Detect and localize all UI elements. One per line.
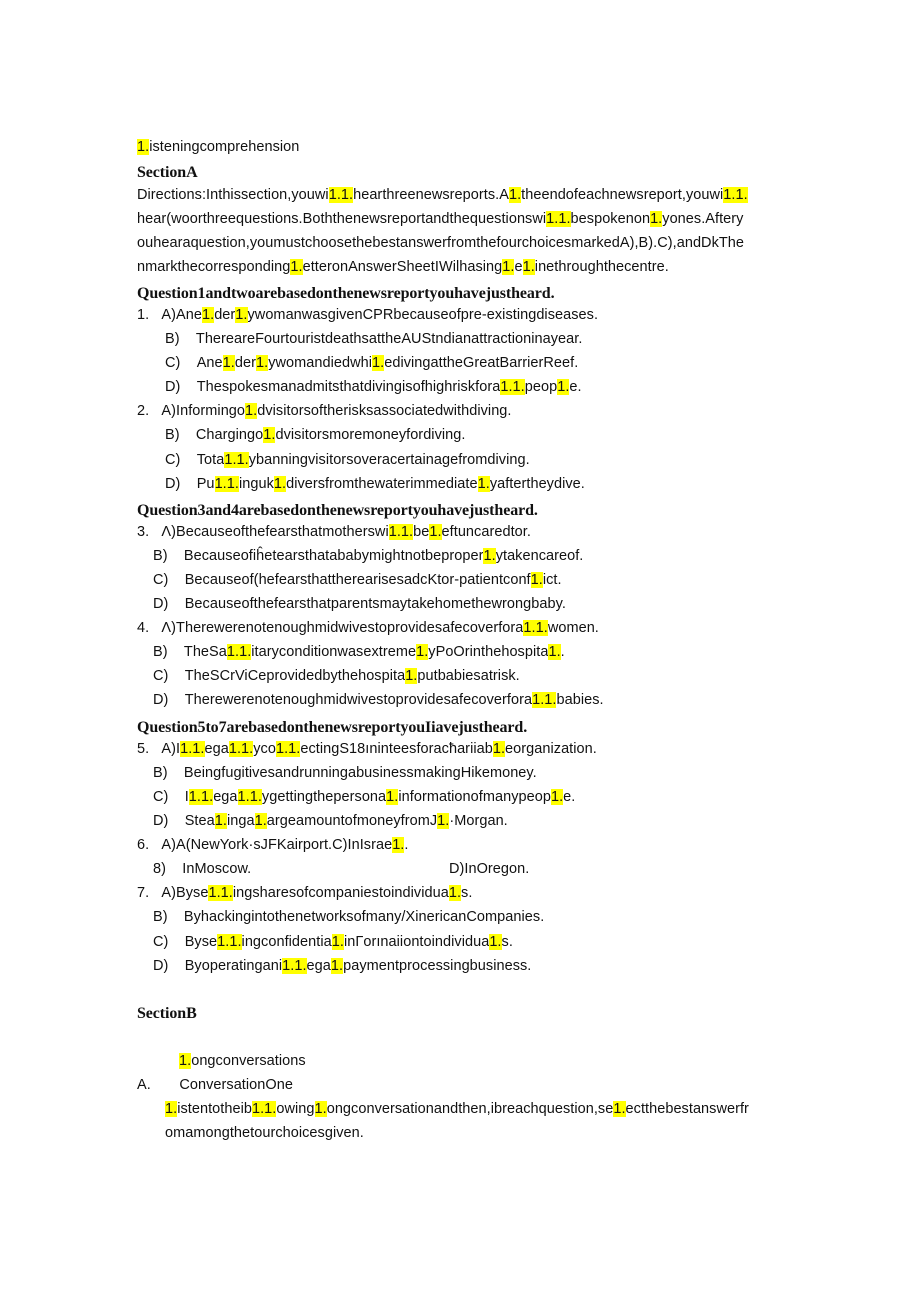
highlight-mark: 1. xyxy=(330,958,344,974)
text-run: SectionB xyxy=(137,1005,197,1022)
highlight-mark: 1.1. xyxy=(226,644,252,660)
highlight-mark: 1. xyxy=(165,1101,178,1117)
text-run: bespokenon xyxy=(570,211,651,227)
text-run: . xyxy=(560,644,565,660)
text-run: B) Becauseofiĥetearsthatababymightnotbeproper xyxy=(153,548,484,564)
highlight-mark: 1. xyxy=(548,644,561,660)
text-run: C) Becauseof(hefearsthattherearisesadcKtor-patientconf xyxy=(153,572,531,588)
highlight-mark: 1. xyxy=(522,259,535,275)
q2-option-b xyxy=(165,425,465,445)
q6-options-a-c xyxy=(137,835,408,855)
q1-option-a xyxy=(137,305,598,325)
highlight-mark: 1. xyxy=(290,259,303,275)
q3-option-b xyxy=(153,546,583,566)
text-run: putbabiesatrisk. xyxy=(417,668,520,684)
highlight-mark: 1.1. xyxy=(188,789,214,805)
highlight-mark: 1.1. xyxy=(208,885,233,901)
highlight-mark: 1. xyxy=(405,668,418,684)
highlight-mark: 1. xyxy=(179,1053,192,1069)
highlight-mark: 1. xyxy=(416,644,429,660)
text-run: 8) InMoscow. xyxy=(153,861,252,877)
questions-3-4-heading xyxy=(137,500,538,522)
q4-option-d xyxy=(153,690,604,710)
highlight-mark: 1. xyxy=(245,403,258,419)
text-run: ega xyxy=(306,958,331,974)
text-run: ega xyxy=(213,789,238,805)
listening-comprehension-title xyxy=(137,137,299,157)
text-run: ywomandiedwhi xyxy=(268,355,373,371)
text-run: yco xyxy=(253,741,276,757)
text-run: Question3and4arebasedonthenewsreportyouhavejustheard. xyxy=(137,502,538,519)
highlight-mark: 1.1. xyxy=(275,741,301,757)
text-run: edivingattheGreatBarrierReef. xyxy=(384,355,579,371)
highlight-mark: 1.1. xyxy=(388,524,414,540)
text-run: 4. Λ)Therewerenotenoughmidwivestoprovidesafecoverfora xyxy=(137,620,524,636)
q5-option-b xyxy=(153,763,537,783)
long-conversations-title xyxy=(179,1051,306,1071)
q6-option-d xyxy=(449,859,529,879)
text-run: 5. A)I xyxy=(137,741,181,757)
highlight-mark: 1. xyxy=(550,789,564,805)
highlight-mark: 1. xyxy=(137,139,150,155)
directions-line-2 xyxy=(137,209,743,229)
text-run: ingconfidentia xyxy=(241,934,332,950)
highlight-mark: 1. xyxy=(372,355,385,371)
text-run: s. xyxy=(501,934,513,950)
text-run: nmarkthecorresponding xyxy=(137,259,291,275)
q2-option-a xyxy=(137,401,512,421)
text-run: Question5to7arebasedonthenewsreportyouIiavejustheard. xyxy=(137,719,528,736)
q4-option-b xyxy=(153,642,565,662)
directions-line-3 xyxy=(137,233,744,253)
text-run: 3. Λ)Becauseofthefearsthatmotherswi xyxy=(137,524,389,540)
text-run: eftuncaredtor. xyxy=(441,524,531,540)
text-run: D) Thespokesmanadmitsthatdivingisofhighriskfora xyxy=(165,379,501,395)
text-run: ygettingthepersona xyxy=(261,789,387,805)
q2-option-c xyxy=(165,450,530,470)
text-run: ouhearaquestion,youmustchoosethebestanswerfromthefourchoicesmarkedA),B).C),andDkThe xyxy=(137,235,745,251)
text-run: dvisitorsmoremoneyfordiving. xyxy=(275,427,466,443)
highlight-mark: 1. xyxy=(331,934,344,950)
text-run: informationofmanypeop xyxy=(398,789,551,805)
text-run: e. xyxy=(563,789,576,805)
text-run: yaftertheydive. xyxy=(489,476,585,492)
q7-option-b xyxy=(153,907,544,927)
text-run: ongconversations xyxy=(191,1053,306,1069)
highlight-mark: 1. xyxy=(201,307,215,323)
text-run: ingsharesofcompaniestoindividua xyxy=(232,885,449,901)
text-run: ict. xyxy=(542,572,562,588)
highlight-mark: 1. xyxy=(557,379,570,395)
text-run: argeamountofmoneyfromJ xyxy=(266,813,438,829)
highlight-mark: 1. xyxy=(483,548,496,564)
q5-option-c xyxy=(153,787,575,807)
q3-option-c xyxy=(153,570,562,590)
text-run: yones.Aftery xyxy=(662,211,744,227)
text-run: B) ThereareFourtouristdeathsattheAUStndianattractioninayear. xyxy=(165,331,583,347)
highlight-mark: 1.1. xyxy=(217,934,242,950)
text-run: SectionA xyxy=(137,164,198,181)
q1-option-d xyxy=(165,377,582,397)
text-run: ectthebestanswerfr xyxy=(625,1101,749,1117)
text-run: omamongthetourchoicesgiven. xyxy=(165,1125,364,1141)
highlight-mark: 1. xyxy=(222,355,235,371)
highlight-mark: 1.1. xyxy=(723,187,748,203)
q5-option-a xyxy=(137,739,597,759)
q1-option-b xyxy=(165,329,582,349)
text-run: etteronAnswerSheetIWilhasing xyxy=(302,259,503,275)
text-run: babies. xyxy=(556,692,604,708)
highlight-mark: 1.1. xyxy=(180,741,205,757)
highlight-mark: 1. xyxy=(429,524,442,540)
text-run: istentotheib xyxy=(177,1101,252,1117)
text-run: C) I xyxy=(153,789,189,805)
text-run: 2. A)Informingo xyxy=(137,403,246,419)
highlight-mark: 1. xyxy=(477,476,490,492)
text-run: e. xyxy=(569,379,582,395)
conversation-instructions-line-2 xyxy=(165,1123,364,1143)
text-run: D) Becauseofthefearsthatparentsmaytakehomethewrongbaby. xyxy=(153,596,566,612)
text-run: der xyxy=(214,307,236,323)
text-run: Question1andtwoarebasedonthenewsreportyouhavejustheard. xyxy=(137,285,555,302)
q4-option-c xyxy=(153,666,520,686)
highlight-mark: 1. xyxy=(386,789,399,805)
text-run: ongconversationandthen,ibreachquestion,se xyxy=(326,1101,614,1117)
q7-option-a xyxy=(137,883,472,903)
text-run: yPoOrinthehospita xyxy=(428,644,549,660)
text-run: owing xyxy=(276,1101,315,1117)
conversation-instructions-line-1 xyxy=(165,1099,749,1119)
text-run: e xyxy=(514,259,523,275)
text-run: women. xyxy=(547,620,599,636)
text-run: B) TheSa xyxy=(153,644,227,660)
text-run: paymentprocessingbusiness. xyxy=(343,958,532,974)
text-run: C) Tota xyxy=(165,452,225,468)
highlight-mark: 1. xyxy=(530,572,543,588)
highlight-mark: 1.1. xyxy=(214,476,239,492)
text-run: ybanningvisitorsoveracertainagefromdiving. xyxy=(248,452,530,468)
text-run: Directions:Inthissection,youwi xyxy=(137,187,329,203)
text-run: D) Stea xyxy=(153,813,215,829)
q3-option-a xyxy=(137,522,531,542)
text-run: D)InOregon. xyxy=(449,861,530,877)
highlight-mark: 1. xyxy=(254,813,267,829)
highlight-mark: 1.1. xyxy=(282,958,307,974)
highlight-mark: 1.1. xyxy=(228,741,254,757)
directions-line-4 xyxy=(137,257,669,277)
section-b-heading xyxy=(137,1003,197,1025)
questions-5-7-heading xyxy=(137,717,527,739)
highlight-mark: 1. xyxy=(255,355,269,371)
q6-option-b xyxy=(153,859,251,879)
text-run: inguk xyxy=(238,476,274,492)
directions-line-1 xyxy=(137,185,748,205)
highlight-mark: 1. xyxy=(314,1101,327,1117)
highlight-mark: 1.1. xyxy=(224,452,249,468)
text-run: eorganization. xyxy=(505,741,597,757)
highlight-mark: 1. xyxy=(235,307,248,323)
q5-option-d xyxy=(153,811,508,831)
text-run: A. ConversationOne xyxy=(137,1077,293,1093)
text-run: inethroughthecentre. xyxy=(534,259,669,275)
text-run: itaryconditionwasextreme xyxy=(251,644,417,660)
text-run: s. xyxy=(461,885,473,901)
highlight-mark: 1. xyxy=(613,1101,626,1117)
highlight-mark: 1.1. xyxy=(500,379,525,395)
text-run: B) Chargingo xyxy=(165,427,264,443)
questions-1-2-heading xyxy=(137,283,555,305)
highlight-mark: 1.1. xyxy=(251,1101,277,1117)
conversation-one-label xyxy=(137,1075,293,1095)
text-run: D) Pu xyxy=(165,476,215,492)
text-run: C) Ane xyxy=(165,355,223,371)
highlight-mark: 1. xyxy=(502,259,515,275)
q7-option-c xyxy=(153,932,513,952)
text-run: ·Morgan. xyxy=(449,813,508,829)
highlight-mark: 1. xyxy=(650,211,663,227)
highlight-mark: 1.1. xyxy=(546,211,571,227)
text-run: theendofeachnewsreport,youwi xyxy=(521,187,724,203)
highlight-mark: 1. xyxy=(273,476,287,492)
q1-option-c xyxy=(165,353,578,373)
text-run: ytakencareof. xyxy=(495,548,584,564)
text-run: D) Byoperatingani xyxy=(153,958,283,974)
highlight-mark: 1.1. xyxy=(328,187,354,203)
text-run: B) Byhackingintothenetworksofmany/XinericanCompanies. xyxy=(153,909,545,925)
text-run: C) TheSCrViCeprovidedbythehospita xyxy=(153,668,406,684)
text-run: diversfromthewaterimmediate xyxy=(286,476,478,492)
text-run: . xyxy=(404,837,409,853)
text-run: ywomanwasgivenCPRbecauseofpre-existingdiseases. xyxy=(247,307,599,323)
q2-option-d xyxy=(165,474,585,494)
text-run: hear(woorthreequestions.Boththenewsreportandthequestionswi xyxy=(137,211,547,227)
text-run: hearthreenewsreports.A xyxy=(353,187,509,203)
text-run: der xyxy=(234,355,256,371)
highlight-mark: 1. xyxy=(492,741,506,757)
text-run: dvisitorsoftherisksassociatedwithdiving. xyxy=(257,403,512,419)
highlight-mark: 1. xyxy=(392,837,405,853)
text-run: 7. A)Byse xyxy=(137,885,209,901)
text-run: ectingS18ıninteesforacħariiab xyxy=(300,741,493,757)
highlight-mark: 1. xyxy=(263,427,276,443)
q7-option-d xyxy=(153,956,531,976)
highlight-mark: 1. xyxy=(508,187,522,203)
text-run: peop xyxy=(524,379,558,395)
highlight-mark: 1.1. xyxy=(523,620,548,636)
highlight-mark: 1.1. xyxy=(532,692,557,708)
highlight-mark: 1. xyxy=(448,885,462,901)
text-run: 1. A)Ane xyxy=(137,307,202,323)
q4-option-a xyxy=(137,618,599,638)
text-run: C) Byse xyxy=(153,934,218,950)
highlight-mark: 1. xyxy=(489,934,502,950)
highlight-mark: 1.1. xyxy=(237,789,262,805)
text-run: D) Therewerenotenoughmidwivestoprovidesafecoverfora xyxy=(153,692,533,708)
text-run: ega xyxy=(204,741,229,757)
section-a-heading xyxy=(137,162,198,184)
highlight-mark: 1. xyxy=(214,813,227,829)
text-run: inga xyxy=(226,813,255,829)
q3-option-d xyxy=(153,594,566,614)
text-run: B) BeingfugitivesandrunningabusinessmakingHikemoney. xyxy=(153,765,537,781)
text-run: 6. A)A(NewYork·sJFKairport.C)InIsrae xyxy=(137,837,393,853)
text-run: be xyxy=(413,524,430,540)
text-run: isteningcomprehension xyxy=(149,139,300,155)
text-run: inΓorınaiiontoindividua xyxy=(343,934,490,950)
highlight-mark: 1. xyxy=(437,813,450,829)
